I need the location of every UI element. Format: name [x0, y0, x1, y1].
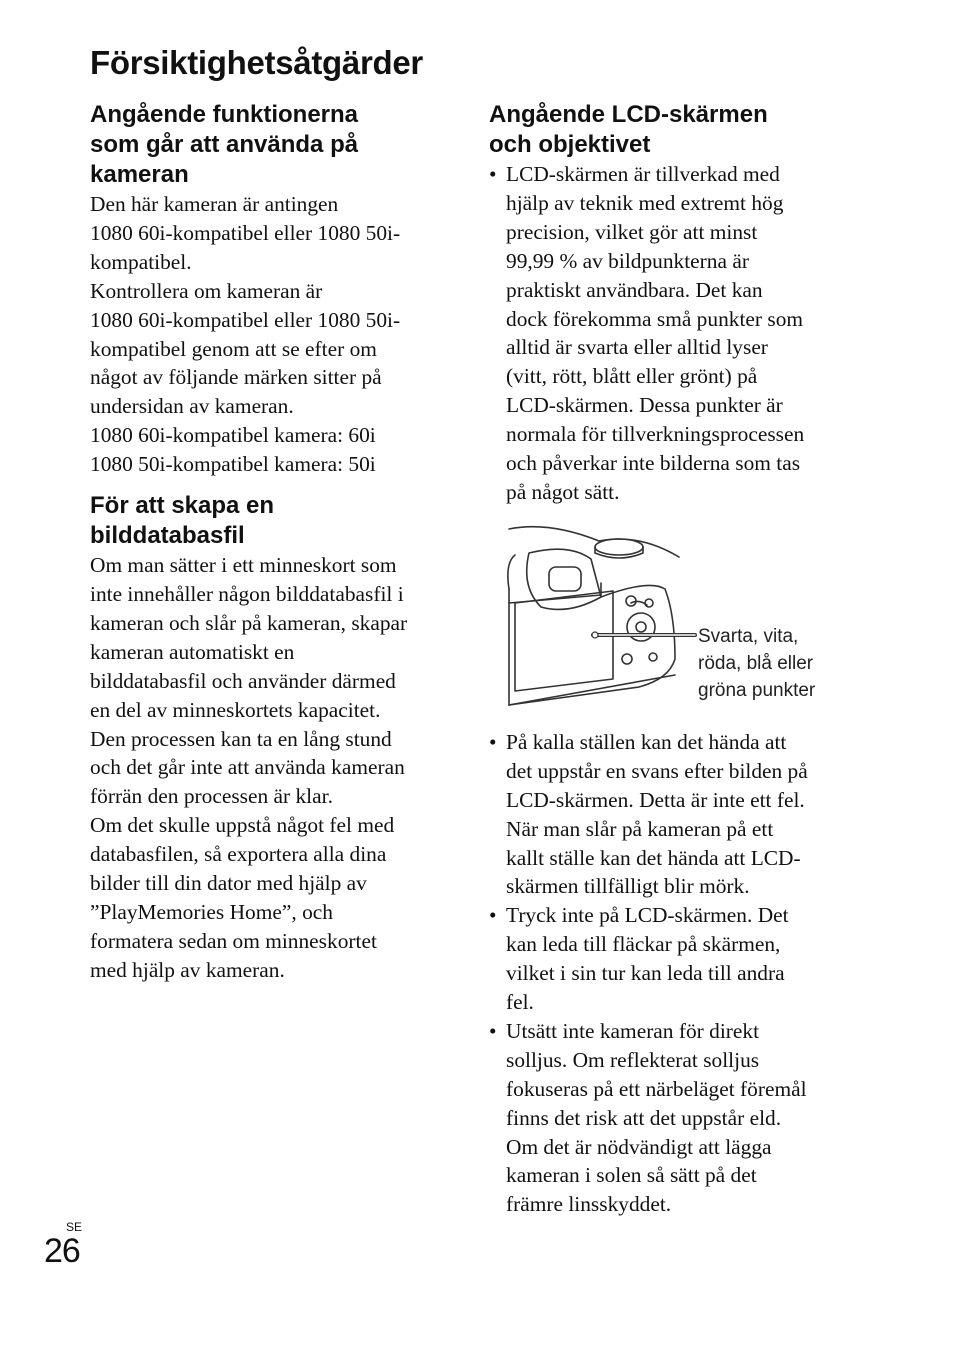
paragraph-compat-intro: Den här kameran är antingen 1080 60i-kompatibel eller 1080 50i- kompatibel.: [90, 192, 401, 274]
section-heading-database: [90, 491, 446, 551]
right-column: [489, 100, 845, 1219]
paragraph-database-create: Om man sätter i ett minneskort som inte innehåller någon bilddatabasfil i kameran och slår på kameran, skapar kameran automatiskt en bilddatabasfil och använder därmed en del av minneskortets kapacitet. Den processen kan ta en lång stund och det går inte att använda kameran förrän den processen är klar.: [90, 553, 408, 809]
section-heading-functions: [90, 100, 446, 190]
page-title: Försiktighetsåtgärder: [90, 44, 423, 81]
section-heading-lcd: [489, 100, 845, 160]
bullet-list-lcd-before: [489, 160, 845, 507]
left-column: [90, 100, 446, 985]
section-heading-database-text: För att skapa en bilddatabasfil: [90, 492, 275, 550]
figure-caption: Svarta, vita, röda, blå eller gröna punkter: [698, 625, 816, 701]
list-item: • Tryck inte på LCD-skärmen. Det kan leda till fläckar på skärmen, vilket i sin tur kan leda till andra fel.: [489, 901, 845, 1017]
section-heading-functions-text: Angående funktionerna som går att använda på kameran: [90, 101, 359, 188]
section-heading-lcd-text: Angående LCD-skärmen och objektivet: [489, 101, 768, 158]
camera-lcd-illustration: [489, 519, 845, 714]
list-item: • LCD-skärmen är tillverkad med hjälp av teknik med extremt hög precision, vilket gör att minst 99,99 % av bildpunkterna är praktiskt användbara. Det kan dock förekomma små punkter som alltid är svarta eller alltid lyser (vitt, rött, blått eller grönt) på LCD-skärmen. Dessa punkter är normala för tillverkningsprocessen och påverkar inte bilderna som tas på något sätt.: [489, 160, 845, 507]
bullet-list-lcd-after: [489, 728, 845, 1219]
list-item: • På kalla ställen kan det hända att det uppstår en svans efter bilden på LCD-skärmen. Detta är inte ett fel. När man slår på kameran på ett kallt ställe kan det hända att LCD- skärmen tillfälligt blir mörk.: [489, 728, 845, 901]
page-number: 26: [44, 1232, 80, 1270]
paragraph-compat-check: Kontrollera om kameran är 1080 60i-kompatibel eller 1080 50i- kompatibel genom att se efter om något av följande märken sitter på undersidan av kameran.: [90, 278, 401, 419]
paragraph-database-error: Om det skulle uppstå något fel med databasfilen, så exportera alla dina bilder till din dator med hjälp av ”PlayMemories Home”, och formatera sedan om minneskortet med hjälp av kameran.: [90, 813, 395, 982]
paragraph-compat-marks: 1080 60i-kompatibel kamera: 60i 1080 50i-kompatibel kamera: 50i: [90, 423, 376, 477]
list-item: • Utsätt inte kameran för direkt solljus. Om reflekterat solljus fokuseras på ett närbeläget föremål finns det risk att det uppstår eld. Om det är nödvändigt att lägga kameran i solen så sätt på det främre linsskyddet.: [489, 1017, 845, 1219]
language-marker: SE: [66, 1220, 83, 1234]
